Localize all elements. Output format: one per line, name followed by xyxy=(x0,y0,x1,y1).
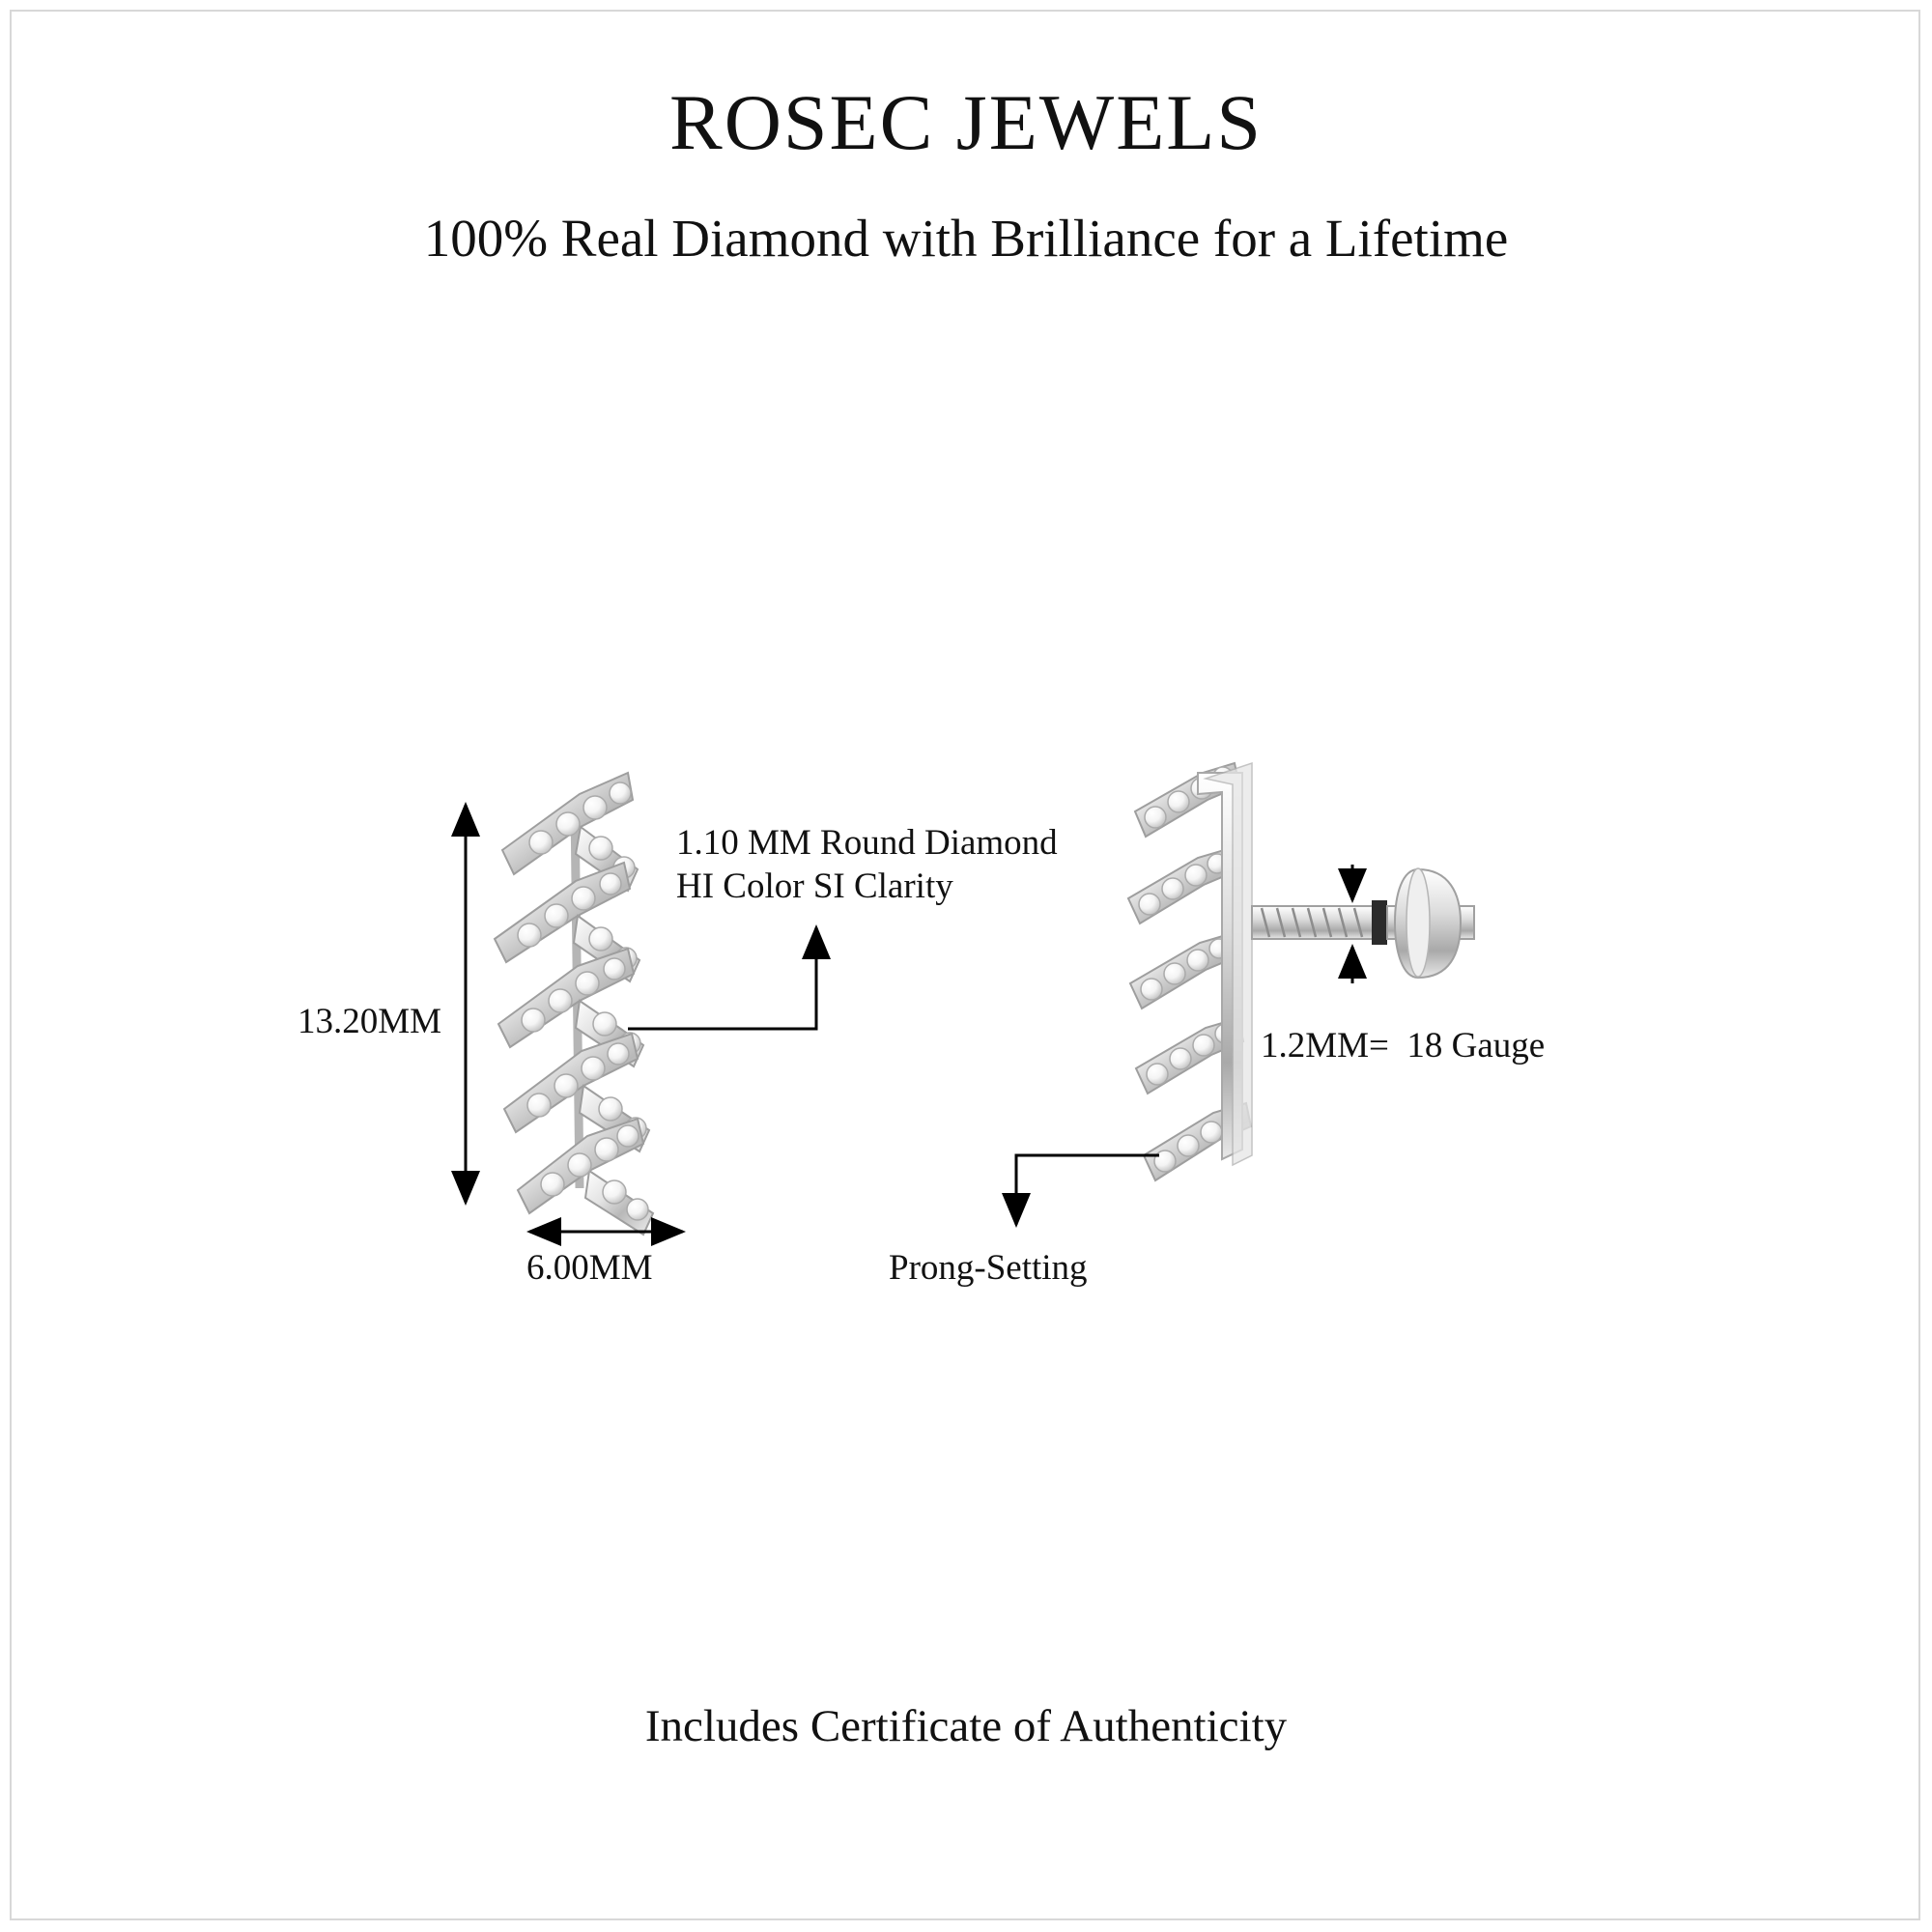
diamond-spec-label xyxy=(676,821,1058,908)
certificate-note: Includes Certificate of Authenticity xyxy=(644,1701,1288,1751)
side-view-earring xyxy=(1128,763,1474,1180)
flat-back-disc xyxy=(1395,868,1461,978)
page-title: ROSEC JEWELS xyxy=(669,78,1263,166)
prong-setting-label: Prong-Setting xyxy=(889,1248,1088,1288)
page-subtitle: 100% Real Diamond with Brilliance for a Lifetime xyxy=(423,209,1509,268)
gauge-label: 1.2MM= 18 Gauge xyxy=(1261,1026,1546,1065)
height-label: 13.20MM xyxy=(298,1002,442,1041)
width-label: 6.00MM xyxy=(526,1248,653,1288)
diamond-callout-leader xyxy=(628,927,816,1029)
diamond-spec-line2: HI Color SI Clarity xyxy=(676,867,953,907)
prong-callout-leader xyxy=(1016,1155,1159,1225)
diamond-spec-line1: 1.10 MM Round Diamond xyxy=(676,823,1058,863)
front-view-earring xyxy=(495,773,653,1235)
